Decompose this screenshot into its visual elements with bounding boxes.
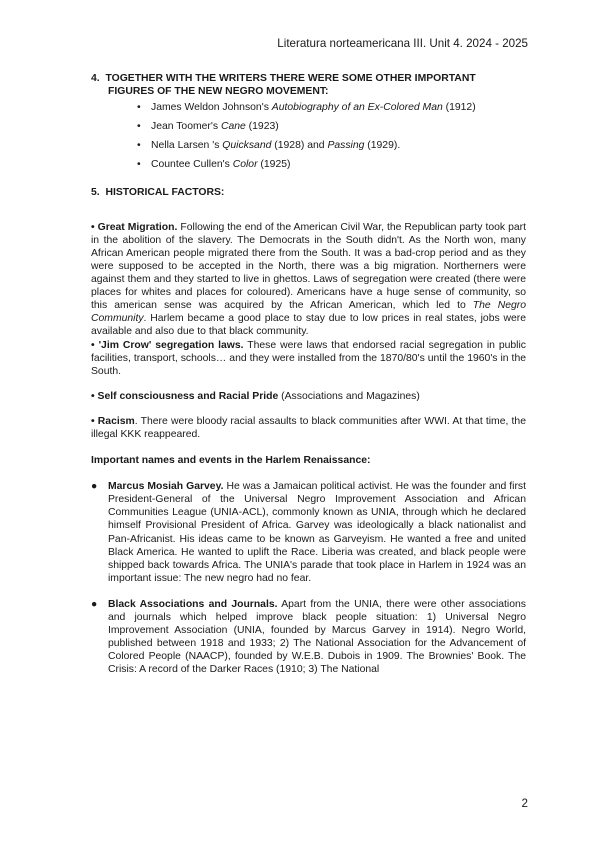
section-5-title: HISTORICAL FACTORS: [105,186,225,198]
running-header: Literatura norteamericana III. Unit 4. 2024 - 2025 [277,37,528,50]
jim-crow-paragraph: • 'Jim Crow' segregation laws. These were laws that endorsed racial segregation in public facilities, transport, schools… and they were installed from the 1870/80's until the 1960's in the South. [91,339,526,377]
list-item: • James Weldon Johnson's Autobiography of an Ex-Colored Man (1912) [151,101,526,114]
list-item: • Jean Toomer's Cane (1923) [151,120,526,133]
racism-paragraph: • Racism. There were bloody racial assaults to black communities after WWI. At that time, the illegal KKK reappeared. [91,415,526,440]
list-item: • Nella Larsen 's Quicksand (1928) and Passing (1929). [151,139,526,152]
great-migration-paragraph: • Great Migration. Following the end of the American Civil War, the Republican party took part in the abolition of the slavery. The Democrats in the South didn't. As the North won, many African American people migrated there from the South. It was a bad-crop period and as they were supposed to be accepted in the North, there was a big migration. Northerners were against them and they started to live in ghettos. Laws of segregation were created (there were places for whites and places for coloured). Americans have a huge sense of community, so this american sense was acquired by the African American, which led to The Negro Community. Harlem became a good place to stay due to low prices in real states, jobs were available and also due to that black community. [91,221,526,338]
section-4-heading [91,72,526,98]
works-list [91,101,526,171]
self-consciousness-paragraph: • Self consciousness and Racial Pride (Associations and Magazines) [91,390,420,402]
section-4-number: 4. [91,73,100,84]
section-4-title-line2: FIGURES OF THE NEW NEGRO MOVEMENT: [108,86,329,98]
section-5-heading [91,186,526,199]
garvey-item: ● Marcus Mosiah Garvey. He was a Jamaican political activist. He was the founder and first President-General of the Universal Negro Improvement Association and African Communities League (UNIA-ACL), commonly known as UNIA, through which he declared himself Provisional President of Africa. Garvey was ideologically a black nationalist and Pan-Africanist. His ideas came to be known as Garveyism. He wanted a free and united Black America. He wanted to uplift the Race. Liberia was created, and black people were shipped back towards Africa. The UNIA's parade that took place in Harlem in 1924 was an important issue: The new negro had no fear. [91,481,526,584]
bullet-icon: ● [91,481,98,493]
section-4-title-line1: TOGETHER WITH THE WRITERS THERE WERE SOME OTHER IMPORTANT [105,73,476,84]
page-content [91,72,526,676]
section-5-number: 5. [91,186,100,198]
important-names-heading: Important names and events in the Harlem Renaissance: [91,455,371,467]
list-item: • Countee Cullen's Color (1925) [151,158,526,171]
page-number: 2 [521,797,528,810]
associations-item: ● Black Associations and Journals. Apart from the UNIA, there were other associations and journals which helped improve black people situation: 1) Universal Negro Improvement Association (UNIA, founded by Marcus Garvey in 1914). Negro World, published between 1918 and 1933; 2) The National Association for the Advancement of Colored People (NAACP), founded by W.E.B. Dubois in 1909. The Brownies' Book. The Crisis: A record of the Darker Races (1910; 3) The National [91,598,526,676]
bullet-icon: ● [91,598,98,610]
